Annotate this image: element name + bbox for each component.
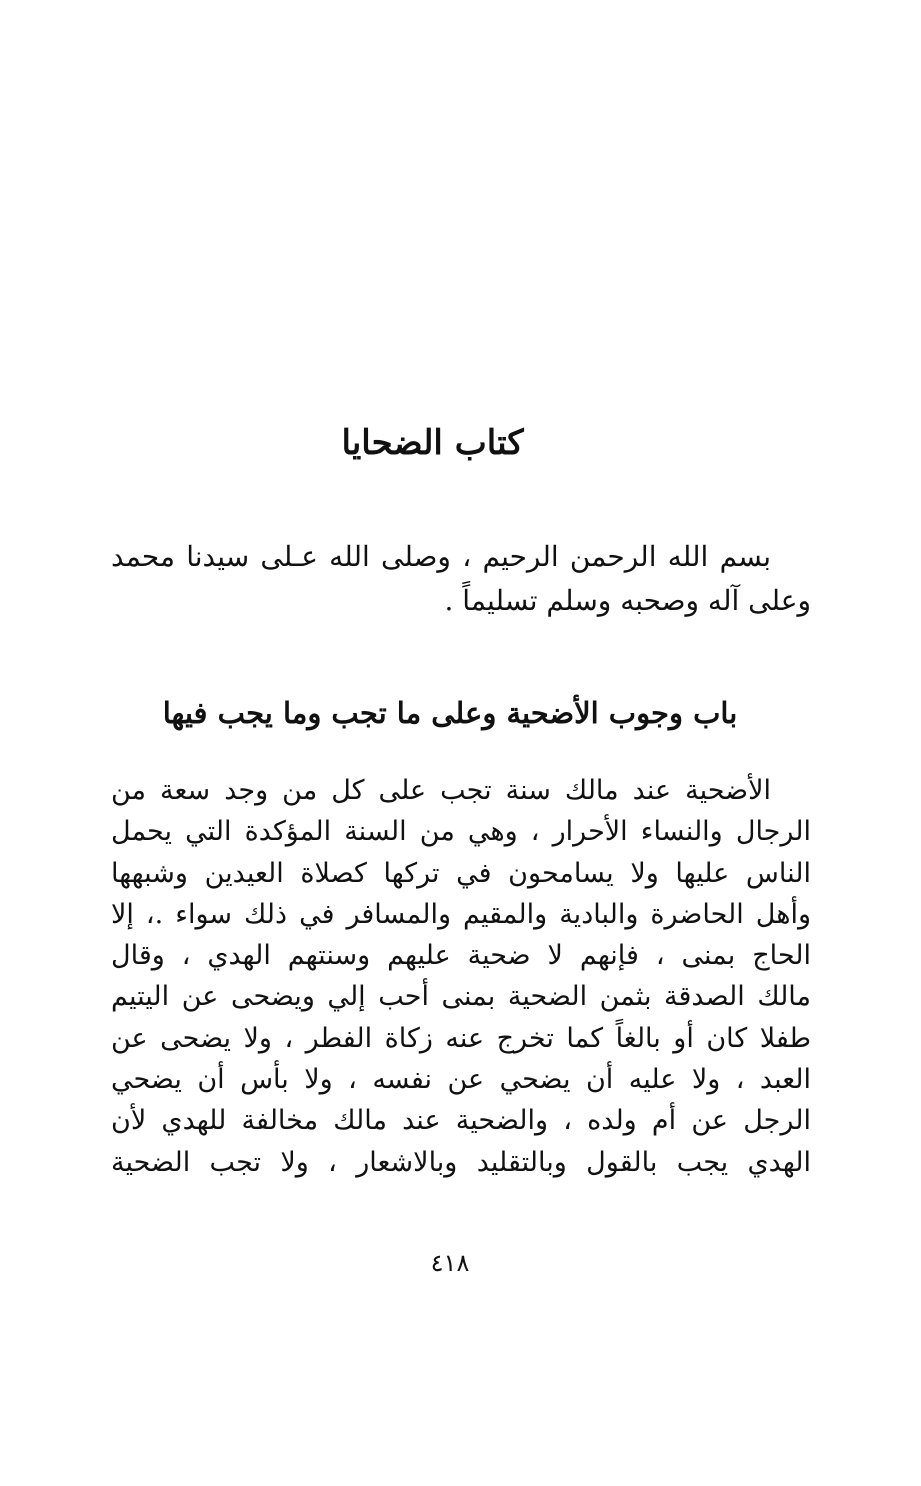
body-line: طفلا كان أو بالغاً كما تخرج عنه زكاة الفطر ، ولا يضحى عن: [111, 1022, 811, 1054]
book-title: كتاب الضحايا: [341, 423, 524, 463]
basmala-text: بسم الله الرحمن الرحيم ، وصلى الله عـلى سيدنا محمد وعلى آله وصحبه وسلم تسليماً .: [111, 540, 811, 617]
page-number: ٤١٨: [430, 1249, 470, 1277]
body-line: وأهل الحاضرة والبادية والمقيم والمسافر في ذلك سواء .، إلا: [111, 898, 811, 930]
body-line: الناس عليها ولا يسامحون في تركها كصلاة العيدين وشبهها: [111, 857, 811, 889]
body-paragraph: [111, 770, 811, 1183]
body-line: مالك الصدقة بثمن الضحية بمنى أحب إلي ويضحى عن اليتيم: [111, 981, 811, 1013]
body-line: الأضحية عند مالك سنة تجب على كل من وجد سعة من: [111, 775, 771, 806]
basmala-paragraph: [111, 535, 811, 623]
body-line: العبد ، ولا عليه أن يضحي عن نفسه ، ولا بأس أن يضحي: [111, 1064, 811, 1096]
chapter-title: باب وجوب الأضحية وعلى ما تجب وما يجب فيها: [162, 696, 738, 730]
body-line: الرجال والنساء الأحرار ، وهي من السنة المؤكدة التي يحمل: [111, 816, 811, 848]
body-line: الرجل عن أم ولده ، والضحية عند مالك مخالفة للهدي لأن: [111, 1105, 811, 1137]
body-line: الحاج بمنى ، فإنهم لا ضحية عليهم وسنتهم الهدي ، وقال: [111, 940, 811, 972]
body-line: الهدي يجب بالقول وبالتقليد وبالاشعار ، ولا تجب الضحية: [111, 1146, 811, 1178]
